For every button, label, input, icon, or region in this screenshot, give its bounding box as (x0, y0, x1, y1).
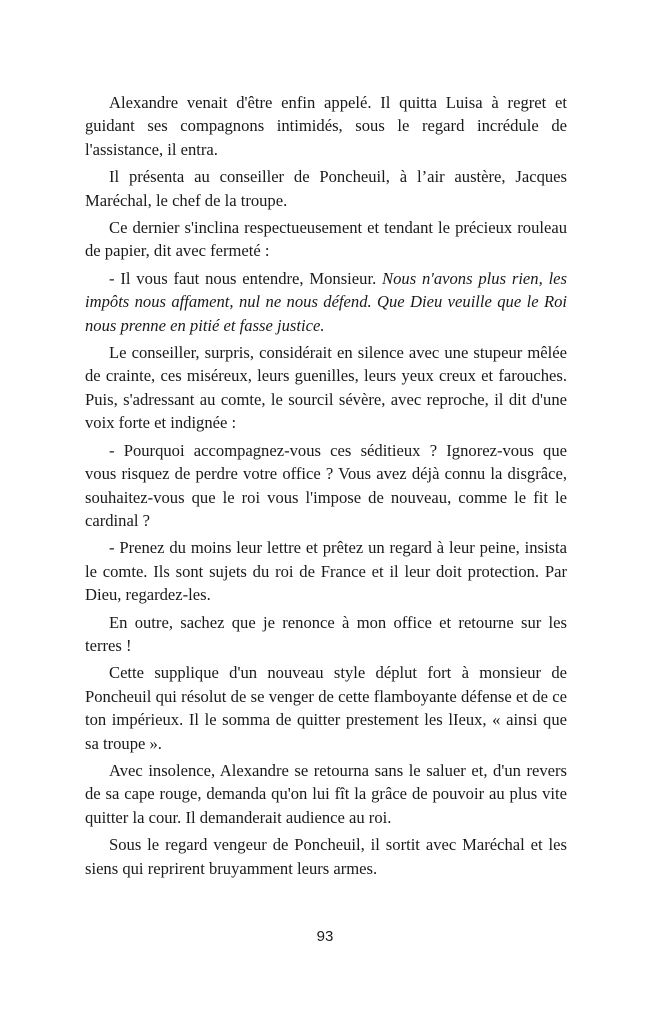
paragraph-italic-text: Nous n'avons plus rien, les impôts nous affament, nul ne nous défend. Que Dieu veuille que le Roi nous prenne en pitié et fasse justice. (85, 268, 567, 335)
paragraph (85, 267, 567, 337)
paragraph: Ce dernier s'inclina respectueusement et tendant le précieux rouleau de papier, dit avec fermeté : (85, 218, 567, 261)
page-number: 93 (316, 928, 334, 945)
paragraph: Il présenta au conseiller de Poncheuil, à l’air austère, Jacques Maréchal, le chef de la troupe. (85, 167, 567, 210)
paragraph: - Prenez du moins leur lettre et prêtez un regard à leur peine, insista le comte. Ils sont sujets du roi de France et il leur doit protection. Par Dieu, regardez-les. (85, 538, 567, 605)
paragraph-text: - Il vous faut nous entendre, Monsieur. (109, 268, 383, 288)
paragraph: Avec insolence, Alexandre se retourna sans le saluer et, d'un revers de sa cape rouge, demanda qu'on lui fît la grâce de pouvoir au plus vite quitter la cour. Il demanderait audience au roi. (85, 760, 567, 827)
paragraph: Cette supplique d'un nouveau style déplut fort à monsieur de Poncheuil qui résolut de se venger de cette flamboyante défense et de ce ton impérieux. Il le somma de quitter prestement les lIeux, « ainsi que sa troupe ». (85, 663, 567, 753)
paragraph: Sous le regard vengeur de Poncheuil, il sortit avec Maréchal et les siens qui reprirent bruyamment leurs armes. (85, 835, 567, 878)
paragraph: En outre, sachez que je renonce à mon office et retourne sur les terres ! (85, 612, 567, 655)
paragraph: Le conseiller, surpris, considérait en silence avec une stupeur mêlée de crainte, ces miséreux, leurs guenilles, leurs yeux creux et farouches. Puis, s'adressant au comte, le sourcil sévère, avec reproche, il dit d'une voix forte et indignée : (85, 343, 567, 433)
paragraph: Alexandre venait d'être enfin appelé. Il quitta Luisa à regret et guidant ses compagnons intimidés, sous le regard incrédule de l'assistance, il entra. (85, 93, 567, 159)
page-body (85, 91, 567, 884)
paragraph: - Pourquoi accompagnez-vous ces séditieux ? Ignorez-vous que vous risquez de perdre votre office ? Vous avez déjà connu la disgrâce, souhaitez-vous que le roi vous l'impose de nouveau, comme le fit le cardinal ? (85, 440, 567, 530)
